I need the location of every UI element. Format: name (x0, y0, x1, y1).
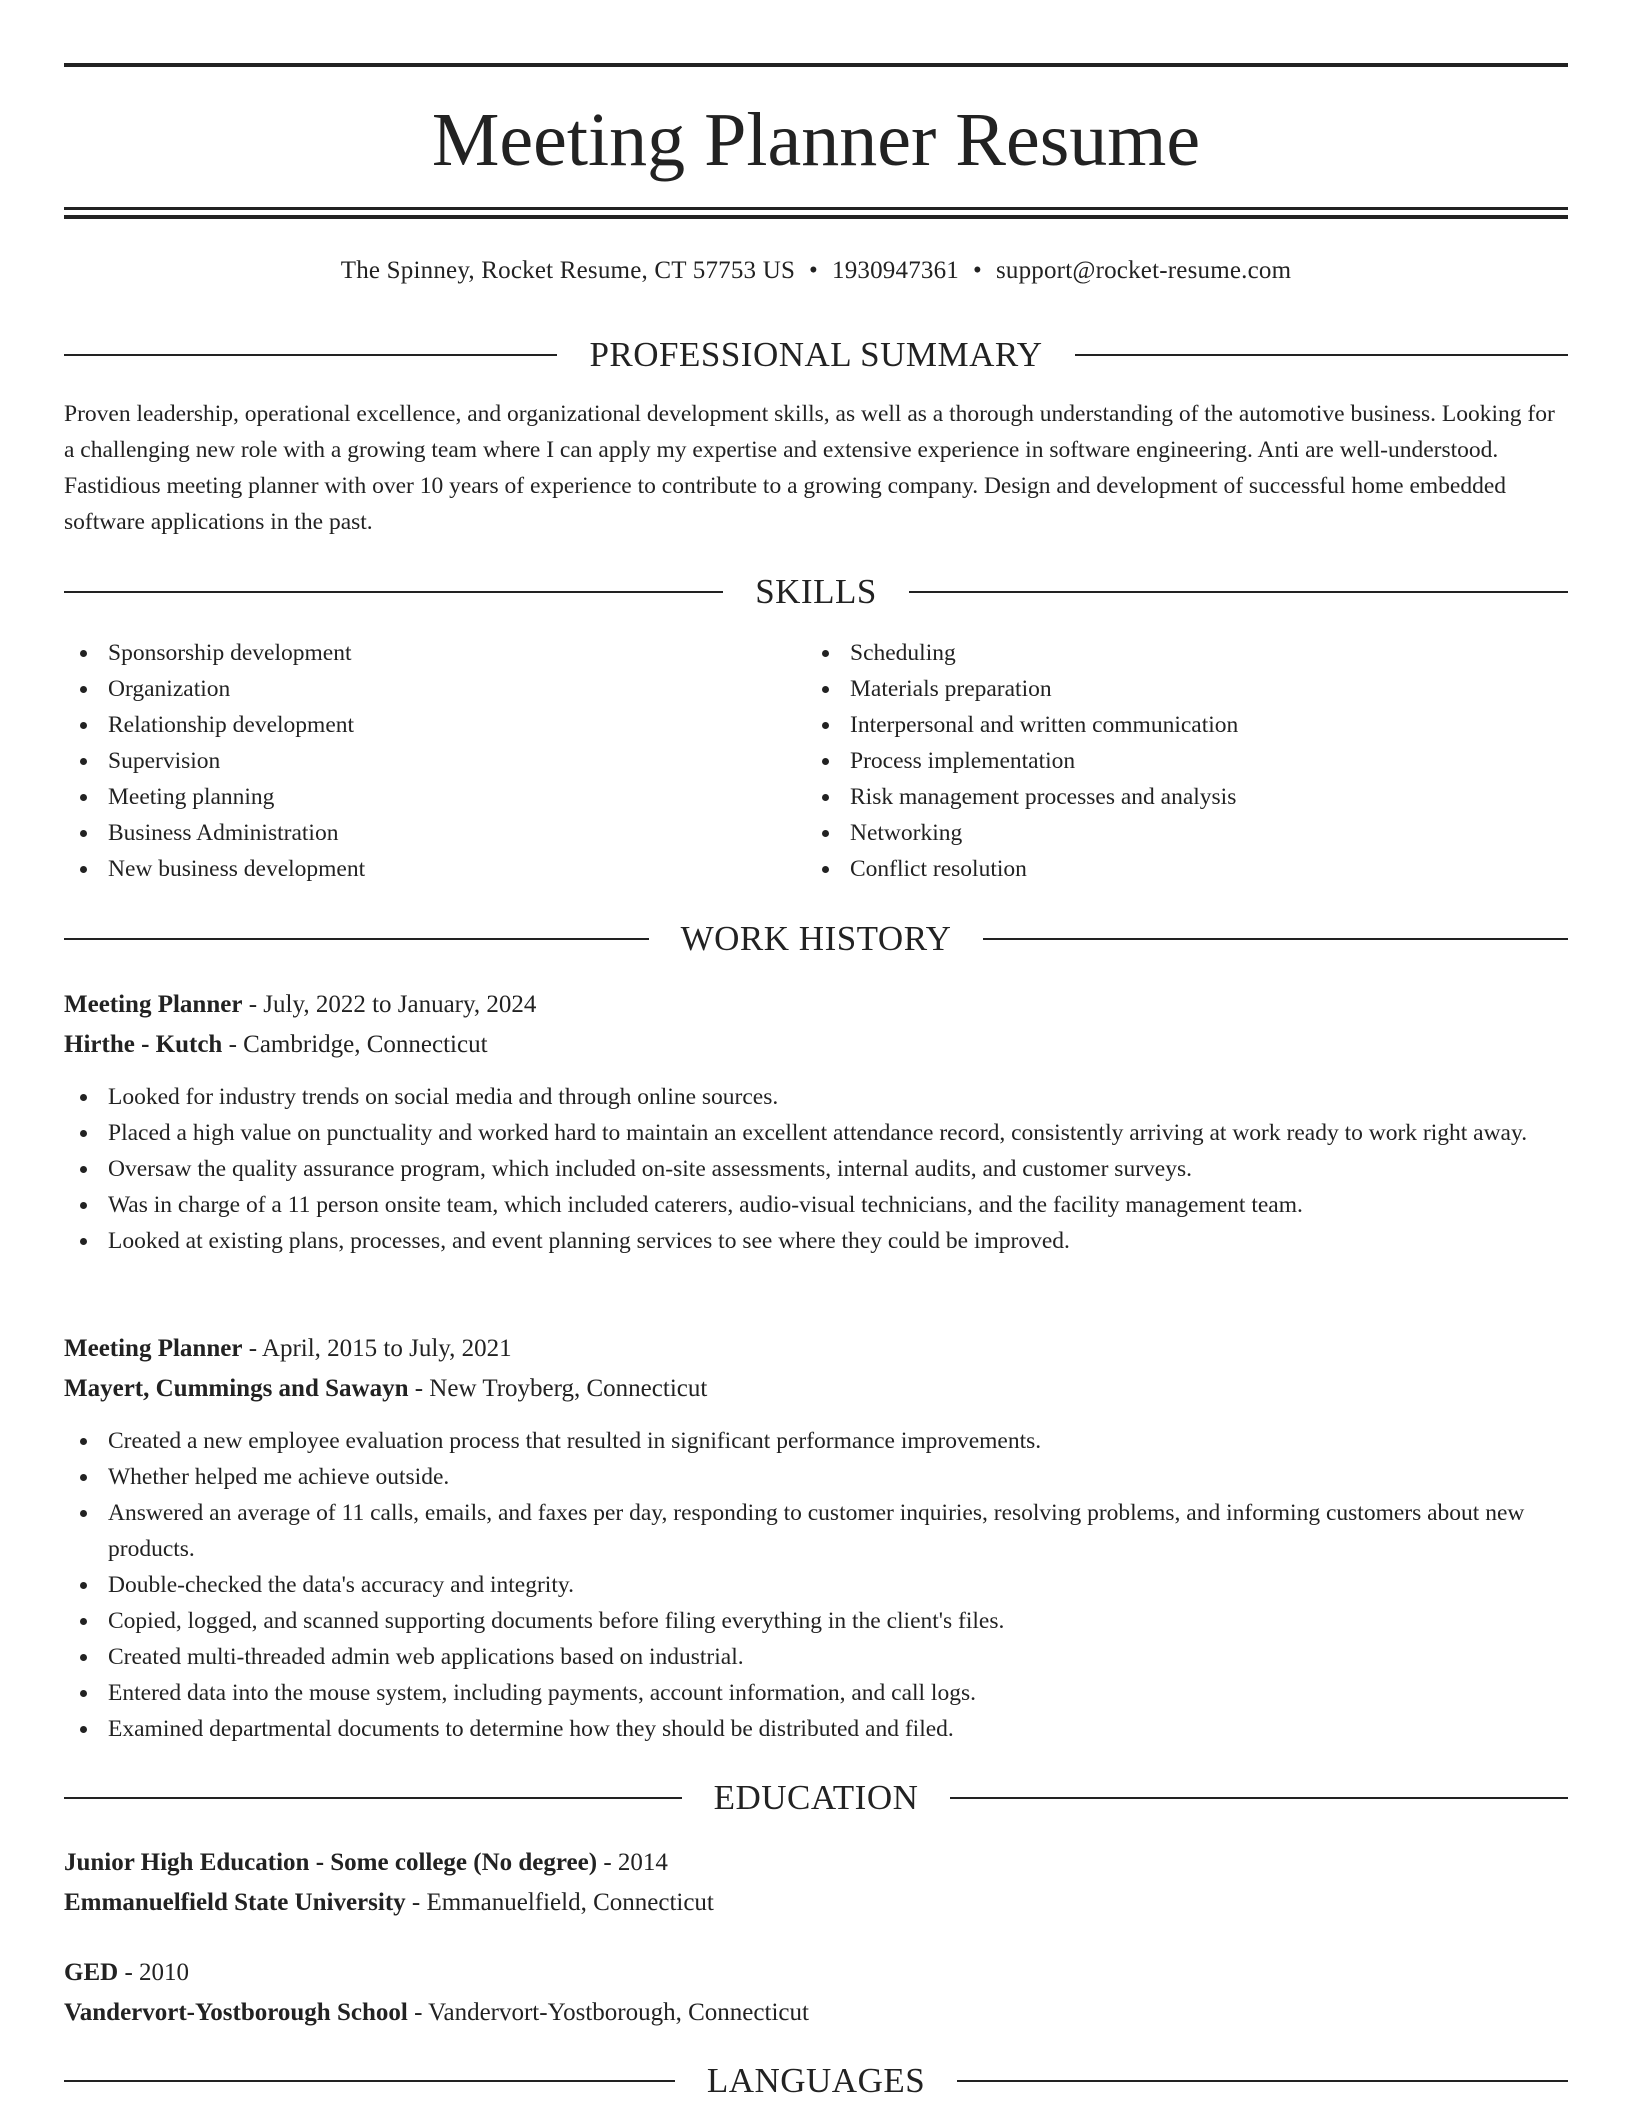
education-year: - 2010 (124, 1959, 190, 1986)
job-bullets (64, 1079, 1568, 1259)
education-year: - 2014 (603, 1849, 668, 1876)
heading-label: EDUCATION (713, 1778, 919, 1817)
heading-rule (64, 591, 723, 593)
skills-list-right (806, 635, 1566, 887)
section-heading-work-history (64, 917, 1568, 961)
section-heading-languages (64, 2059, 1568, 2103)
heading-rule (64, 1797, 682, 1799)
summary-text: Proven leadership, operational excellence, and organizational development skills, as well as a thorough understanding of the automotive business. Looking for a challenging new role with a growing team where I can apply my expertise and extensive experience in software engineering. Anti are well-understood. Fastidious meeting planner with over 10 years of experience to contribute to a growing company. Design and development of successful home embedded software applications in the past. (64, 401, 1555, 535)
heading-rule (909, 591, 1568, 593)
job-bullet: Double-checked the data's accuracy and integrity. (64, 1567, 1568, 1603)
skill-item: Organization (64, 671, 804, 707)
heading-rule (983, 938, 1568, 940)
heading-rule (957, 2080, 1568, 2082)
heading-label: PROFESSIONAL SUMMARY (589, 335, 1043, 374)
heading-rule (64, 938, 649, 940)
skill-item: New business development (64, 851, 804, 887)
heading-label: LANGUAGES (706, 2061, 926, 2100)
education-location: - Vandervort-Yostborough, Connecticut (414, 1999, 809, 2026)
contact-separator: • (973, 257, 982, 284)
section-heading-summary (64, 333, 1568, 377)
heading-label: SKILLS (755, 572, 877, 611)
education-location: - Emmanuelfield, Connecticut (411, 1889, 714, 1916)
contact-address: The Spinney, Rocket Resume, CT 57753 US (340, 257, 796, 284)
page-title: Meeting Planner Resume (431, 98, 1201, 182)
heading-rule (64, 2080, 675, 2082)
job-title: Meeting Planner (64, 1335, 243, 1362)
job-title: Meeting Planner (64, 991, 243, 1018)
job-location: - New Troyberg, Connecticut (414, 1375, 708, 1402)
top-rule (64, 63, 1568, 67)
job-dates: - July, 2022 to January, 2024 (248, 991, 537, 1018)
education-school-line (64, 1883, 1568, 1923)
education-degree-line (64, 1953, 1568, 1993)
job-bullet: Looked for industry trends on social media and through online sources. (64, 1079, 1568, 1115)
education-degree: Junior High Education - Some college (No degree) (64, 1849, 598, 1876)
contact-separator: • (809, 257, 818, 284)
skills-list-left (64, 635, 804, 887)
job-bullet: Created multi-threaded admin web applications based on industrial. (64, 1639, 1568, 1675)
job-company-line (64, 1025, 1568, 1065)
contact-line (64, 253, 1568, 289)
education-school-line (64, 1993, 1568, 2033)
skill-item: Supervision (64, 743, 804, 779)
skill-item: Sponsorship development (64, 635, 804, 671)
job-title-line (64, 985, 1568, 1025)
contact-phone: 1930947361 (832, 257, 959, 284)
job-bullet: Looked at existing plans, processes, and event planning services to see where they could be improved. (64, 1223, 1568, 1259)
skill-item: Process implementation (806, 743, 1566, 779)
skill-item: Scheduling (806, 635, 1566, 671)
contact-email: support@rocket-resume.com (995, 257, 1292, 284)
skill-item: Materials preparation (806, 671, 1566, 707)
job-title-line (64, 1329, 1568, 1369)
job-bullet: Entered data into the mouse system, including payments, account information, and call logs. (64, 1675, 1568, 1711)
heading-rule (64, 354, 557, 356)
job-bullet: Oversaw the quality assurance program, which included on-site assessments, internal audits, and customer surveys. (64, 1151, 1568, 1187)
job-bullet: Created a new employee evaluation process that resulted in significant performance improvements. (64, 1423, 1568, 1459)
skill-item: Meeting planning (64, 779, 804, 815)
skill-item: Conflict resolution (806, 851, 1566, 887)
job-bullets (64, 1423, 1568, 1747)
job-bullet: Answered an average of 11 calls, emails, and faxes per day, responding to customer inquiries, resolving problems, and informing customers about new products. (64, 1495, 1568, 1567)
skill-item: Networking (806, 815, 1566, 851)
job-bullet: Was in charge of a 11 person onsite team, which included caterers, audio-visual technicians, and the facility management team. (64, 1187, 1568, 1223)
skill-item: Risk management processes and analysis (806, 779, 1566, 815)
section-heading-education (64, 1776, 1568, 1820)
education-school: Emmanuelfield State University (64, 1889, 406, 1916)
heading-label: WORK HISTORY (680, 919, 952, 958)
heading-rule (1075, 354, 1568, 356)
section-heading-skills (64, 570, 1568, 614)
job-bullet: Examined departmental documents to determine how they should be distributed and filed. (64, 1711, 1568, 1747)
education-school: Vandervort-Yostborough School (64, 1999, 408, 2026)
job-bullet: Whether helped me achieve outside. (64, 1459, 1568, 1495)
heading-rule (950, 1797, 1568, 1799)
job-company: Mayert, Cummings and Sawayn (64, 1375, 409, 1402)
education-degree: GED (64, 1959, 119, 1986)
education-degree-line (64, 1843, 1568, 1883)
job-company: Hirthe - Kutch (64, 1031, 223, 1058)
job-bullet: Copied, logged, and scanned supporting documents before filing everything in the client's files. (64, 1603, 1568, 1639)
skill-item: Interpersonal and written communication (806, 707, 1566, 743)
skill-item: Business Administration (64, 815, 804, 851)
job-location: - Cambridge, Connecticut (228, 1031, 488, 1058)
skill-item: Relationship development (64, 707, 804, 743)
title-double-rule (64, 207, 1568, 219)
job-dates: - April, 2015 to July, 2021 (248, 1335, 512, 1362)
job-bullet: Placed a high value on punctuality and worked hard to maintain an excellent attendance record, consistently arriving at work ready to work right away. (64, 1115, 1568, 1151)
job-company-line (64, 1369, 1568, 1409)
